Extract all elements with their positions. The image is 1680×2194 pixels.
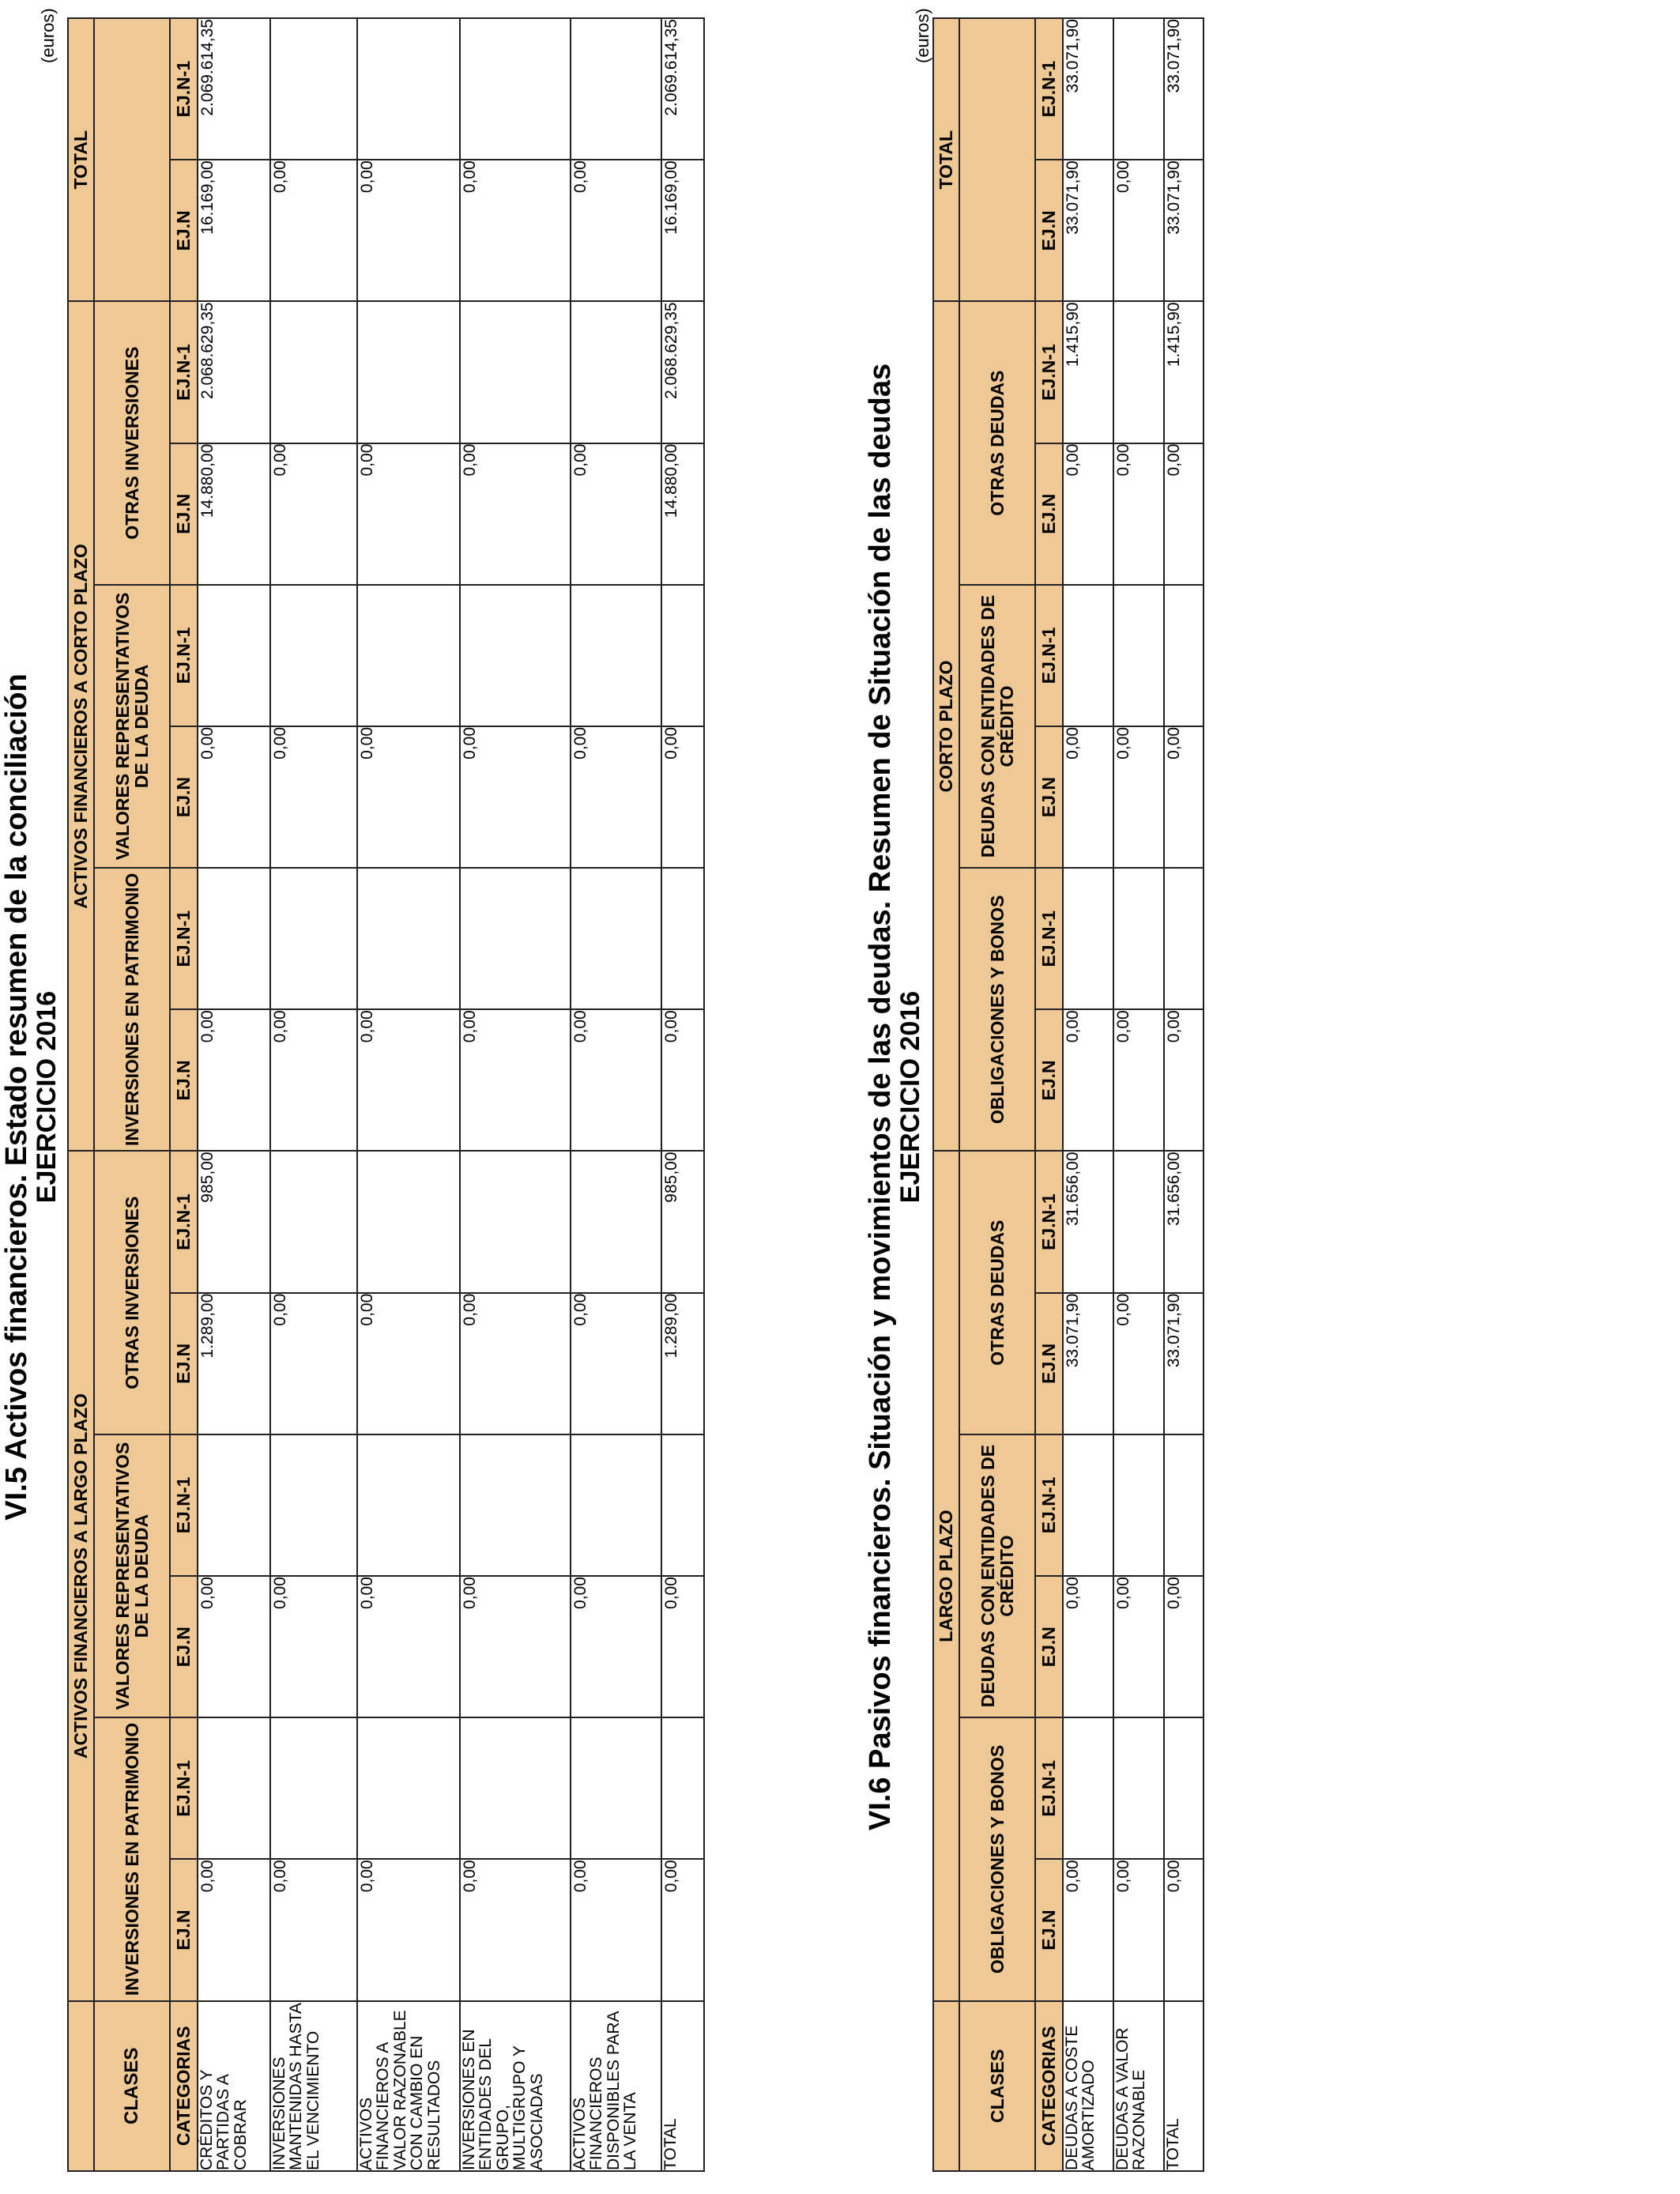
ej-n-header: EJ.N: [170, 726, 198, 868]
value-cell: 0,00: [571, 1859, 661, 2000]
value-cell: 0,00: [661, 726, 704, 868]
value-cell: 0,00: [571, 1293, 661, 1434]
empty-corner: [68, 2001, 94, 2171]
section1-title: VI.5 Activos financieros. Estado resumen de la conciliación: [0, 673, 33, 1521]
value-cell: [270, 1151, 357, 1292]
ej-n1-header: EJ.N-1: [170, 1434, 198, 1576]
group-largo-plazo-2: LARGO PLAZO: [933, 1151, 959, 2000]
value-cell: 0,00: [198, 726, 270, 868]
value-cell: [1113, 868, 1164, 1009]
value-cell: 0,00: [1113, 1859, 1164, 2000]
ej-n1-header: EJ.N-1: [1035, 1434, 1063, 1576]
ej-n1-header: EJ.N-1: [170, 868, 198, 1009]
value-cell: 0,00: [571, 160, 661, 301]
total-header: TOTAL: [68, 18, 94, 301]
table-row: [571, 18, 661, 2171]
col-obligaciones-lp: OBLIGACIONES Y BONOS: [959, 1717, 1035, 2000]
value-cell: 2.068.629,35: [661, 301, 704, 443]
value-cell: [198, 585, 270, 726]
ej-n1-header: EJ.N-1: [1035, 585, 1063, 726]
ej-n1-header: EJ.N-1: [1035, 868, 1063, 1009]
value-cell: 2.068.629,35: [198, 301, 270, 443]
value-cell: 0,00: [460, 726, 571, 868]
value-cell: 0,00: [460, 1859, 571, 2000]
pasivos-financieros-table: [932, 17, 1204, 2172]
value-cell: [1113, 301, 1164, 443]
value-cell: 0,00: [357, 1293, 460, 1434]
value-cell: 0,00: [460, 1009, 571, 1151]
value-cell: 33.071,90: [1164, 160, 1203, 301]
value-cell: [571, 1434, 661, 1576]
ej-n1-header: EJ.N-1: [170, 301, 198, 443]
category-label: ACTIVOS FINANCIEROS A VALOR RAZONABLE CON CAMBIO EN RESULTADOS: [357, 2001, 460, 2171]
table-row: [1113, 18, 1164, 2171]
ej-n1-header: EJ.N-1: [1035, 18, 1063, 160]
value-cell: [357, 1717, 460, 1859]
value-cell: [571, 585, 661, 726]
value-cell: [270, 585, 357, 726]
value-cell: 0,00: [357, 726, 460, 868]
value-cell: 33.071,90: [1164, 18, 1203, 160]
value-cell: 0,00: [270, 1576, 357, 1717]
value-cell: [357, 1434, 460, 1576]
group-corto-plazo-2: CORTO PLAZO: [933, 301, 959, 1151]
clases-header: CLASES: [94, 2001, 170, 2171]
value-cell: [460, 585, 571, 726]
table-row: [270, 18, 357, 2171]
value-cell: [1063, 868, 1113, 1009]
value-cell: [270, 868, 357, 1009]
category-label: TOTAL: [661, 2001, 704, 2171]
ej-n1-header: EJ.N-1: [1035, 1717, 1063, 1859]
group-corto-plazo: ACTIVOS FINANCIEROS A CORTO PLAZO: [68, 301, 94, 1151]
value-cell: [198, 868, 270, 1009]
ej-n-header: EJ.N: [1035, 160, 1063, 301]
ej-n-header: EJ.N: [1035, 443, 1063, 585]
value-cell: 33.071,90: [1063, 18, 1113, 160]
value-cell: [1063, 1717, 1113, 1859]
value-cell: 0,00: [270, 443, 357, 585]
total-header-2: TOTAL: [933, 18, 959, 301]
table-row: [460, 18, 571, 2171]
value-cell: 0,00: [460, 443, 571, 585]
ej-n1-header: EJ.N-1: [1035, 301, 1063, 443]
value-cell: [357, 585, 460, 726]
value-cell: 0,00: [270, 1009, 357, 1151]
value-cell: [661, 585, 704, 726]
value-cell: [357, 301, 460, 443]
value-cell: 0,00: [1113, 1293, 1164, 1434]
col-otras-deudas-cp: OTRAS DEUDAS: [959, 301, 1035, 584]
value-cell: [571, 1151, 661, 1292]
col-otras-deudas-lp: OTRAS DEUDAS: [959, 1151, 1035, 1434]
value-cell: [571, 18, 661, 160]
value-cell: 1.289,00: [198, 1293, 270, 1434]
value-cell: 0,00: [1063, 443, 1113, 585]
ej-n-header: EJ.N: [1035, 1576, 1063, 1717]
value-cell: [1063, 1434, 1113, 1576]
value-cell: 0,00: [1113, 1576, 1164, 1717]
value-cell: 0,00: [270, 1293, 357, 1434]
table-row: [661, 18, 704, 2171]
value-cell: 31.656,00: [1063, 1151, 1113, 1292]
col-inv-patrimonio-cp: INVERSIONES EN PATRIMONIO: [94, 868, 170, 1151]
value-cell: [198, 1434, 270, 1576]
value-cell: 0,00: [1164, 1576, 1203, 1717]
value-cell: 33.071,90: [1063, 1293, 1113, 1434]
value-cell: [1164, 585, 1203, 726]
ej-n-header: EJ.N: [170, 1009, 198, 1151]
value-cell: 0,00: [571, 1576, 661, 1717]
value-cell: [460, 301, 571, 443]
ej-n-header: EJ.N: [1035, 1859, 1063, 2000]
table-row: [357, 18, 460, 2171]
value-cell: 16.169,00: [198, 160, 270, 301]
value-cell: 0,00: [661, 1859, 704, 2000]
value-cell: 0,00: [198, 1859, 270, 2000]
col-otras-cp: OTRAS INVERSIONES: [94, 301, 170, 584]
value-cell: 2.069.614,35: [661, 18, 704, 160]
value-cell: 0,00: [1164, 1859, 1203, 2000]
value-cell: 0,00: [270, 726, 357, 868]
value-cell: 33.071,90: [1164, 1293, 1203, 1434]
ej-n-header: EJ.N: [170, 1293, 198, 1434]
value-cell: 0,00: [1113, 1009, 1164, 1151]
ej-n1-header: EJ.N-1: [170, 18, 198, 160]
col-valores-cp: VALORES REPRESENTATIVOS DE LA DEUDA: [94, 585, 170, 868]
category-label: DEUDAS A VALOR RAZONABLE: [1113, 2001, 1164, 2171]
value-cell: [571, 1717, 661, 1859]
col-total-sub: [94, 18, 170, 301]
value-cell: [1113, 1717, 1164, 1859]
value-cell: [270, 18, 357, 160]
value-cell: 0,00: [460, 1293, 571, 1434]
value-cell: 0,00: [1063, 726, 1113, 868]
value-cell: [357, 1151, 460, 1292]
value-cell: 0,00: [460, 160, 571, 301]
value-cell: 0,00: [1113, 443, 1164, 585]
value-cell: [571, 301, 661, 443]
value-cell: [1063, 585, 1113, 726]
value-cell: 0,00: [357, 1576, 460, 1717]
value-cell: 985,00: [661, 1151, 704, 1292]
value-cell: [270, 1434, 357, 1576]
category-label: CRÉDITOS Y PARTIDAS A COBRAR: [198, 2001, 270, 2171]
value-cell: 0,00: [571, 1009, 661, 1151]
value-cell: 0,00: [198, 1576, 270, 1717]
empty-corner-2: [933, 2001, 959, 2171]
value-cell: 0,00: [1164, 1009, 1203, 1151]
table-row: [1063, 18, 1113, 2171]
category-label: ACTIVOS FINANCIEROS DISPONIBLES PARA LA VENTA: [571, 2001, 661, 2171]
value-cell: 0,00: [357, 1859, 460, 2000]
ej-n1-header: EJ.N-1: [170, 585, 198, 726]
value-cell: 0,00: [1113, 726, 1164, 868]
ej-n-header: EJ.N: [170, 160, 198, 301]
value-cell: [460, 1717, 571, 1859]
section2-units: (euros): [913, 8, 932, 63]
ej-n-header: EJ.N: [170, 443, 198, 585]
ej-n-header: EJ.N: [170, 1859, 198, 2000]
category-label: INVERSIONES EN ENTIDADES DEL GRUPO, MULTIGRUPO Y ASOCIADAS: [460, 2001, 571, 2171]
col-deudas-credito-cp: DEUDAS CON ENTIDADES DE CRÉDITO: [959, 585, 1035, 868]
value-cell: [571, 868, 661, 1009]
value-cell: 31.656,00: [1164, 1151, 1203, 1292]
ej-n-header: EJ.N: [1035, 726, 1063, 868]
value-cell: 0,00: [270, 1859, 357, 2000]
value-cell: [270, 301, 357, 443]
value-cell: [460, 868, 571, 1009]
value-cell: 985,00: [198, 1151, 270, 1292]
value-cell: [1164, 868, 1203, 1009]
section1-subtitle: EJERCICIO 2016: [32, 990, 62, 1204]
categorias-header-2: CATEGORIAS: [1035, 2001, 1063, 2171]
col-inv-patrimonio-lp: INVERSIONES EN PATRIMONIO: [94, 1717, 170, 2000]
ej-n1-header: EJ.N-1: [170, 1151, 198, 1292]
ej-n1-header: EJ.N-1: [170, 1717, 198, 1859]
group-largo-plazo: ACTIVOS FINANCIEROS A LARGO PLAZO: [68, 1151, 94, 2000]
ej-n-header: EJ.N: [170, 1576, 198, 1717]
value-cell: 0,00: [357, 1009, 460, 1151]
value-cell: [460, 18, 571, 160]
value-cell: 1.289,00: [661, 1293, 704, 1434]
col-obligaciones-cp: OBLIGACIONES Y BONOS: [959, 868, 1035, 1151]
value-cell: 1.415,90: [1164, 301, 1203, 443]
value-cell: 0,00: [1063, 1576, 1113, 1717]
col-valores-lp: VALORES REPRESENTATIVOS DE LA DEUDA: [94, 1434, 170, 1717]
category-label: INVERSIONES MANTENIDAS HASTA EL VENCIMIENTO: [270, 2001, 357, 2171]
value-cell: [661, 1434, 704, 1576]
category-label: DEUDAS A COSTE AMORTIZADO: [1063, 2001, 1113, 2171]
table-row: [198, 18, 270, 2171]
table-row: [1164, 18, 1203, 2171]
section2-title: VI.6 Pasivos financieros. Situación y movimientos de las deudas. Resumen de Situación de las deudas: [864, 363, 897, 1831]
value-cell: [661, 868, 704, 1009]
value-cell: [1113, 18, 1164, 160]
value-cell: 0,00: [1164, 726, 1203, 868]
value-cell: 0,00: [357, 443, 460, 585]
value-cell: 33.071,90: [1063, 160, 1113, 301]
value-cell: [198, 1717, 270, 1859]
value-cell: 0,00: [571, 443, 661, 585]
value-cell: [1164, 1434, 1203, 1576]
value-cell: 0,00: [460, 1576, 571, 1717]
value-cell: 0,00: [1164, 443, 1203, 585]
col-total-sub-2: [959, 18, 1035, 301]
value-cell: 0,00: [357, 160, 460, 301]
value-cell: 2.069.614,35: [198, 18, 270, 160]
ej-n1-header: EJ.N-1: [1035, 1151, 1063, 1292]
clases-header-2: CLASES: [959, 2001, 1035, 2171]
col-otras-lp: OTRAS INVERSIONES: [94, 1151, 170, 1434]
activos-financieros-table: [67, 17, 705, 2172]
value-cell: [270, 1717, 357, 1859]
value-cell: 14.880,00: [661, 443, 704, 585]
value-cell: [1113, 585, 1164, 726]
value-cell: [1113, 1434, 1164, 1576]
col-deudas-credito-lp: DEUDAS CON ENTIDADES DE CRÉDITO: [959, 1434, 1035, 1717]
value-cell: 0,00: [571, 726, 661, 868]
value-cell: 0,00: [661, 1009, 704, 1151]
ej-n-header: EJ.N: [1035, 1293, 1063, 1434]
value-cell: [661, 1717, 704, 1859]
value-cell: 0,00: [1113, 160, 1164, 301]
value-cell: 0,00: [1063, 1009, 1113, 1151]
value-cell: 0,00: [270, 160, 357, 301]
ej-n-header: EJ.N: [1035, 1009, 1063, 1151]
value-cell: [357, 868, 460, 1009]
value-cell: 14.880,00: [198, 443, 270, 585]
section2-subtitle: EJERCICIO 2016: [895, 990, 925, 1204]
value-cell: [460, 1151, 571, 1292]
value-cell: [1113, 1151, 1164, 1292]
value-cell: 0,00: [1063, 1859, 1113, 2000]
section1-units: (euros): [38, 8, 58, 63]
categorias-header: CATEGORIAS: [170, 2001, 198, 2171]
value-cell: 0,00: [661, 1576, 704, 1717]
value-cell: [1164, 1717, 1203, 1859]
category-label: TOTAL: [1164, 2001, 1203, 2171]
value-cell: [357, 18, 460, 160]
value-cell: 0,00: [198, 1009, 270, 1151]
value-cell: 1.415,90: [1063, 301, 1113, 443]
value-cell: [460, 1434, 571, 1576]
value-cell: 16.169,00: [661, 160, 704, 301]
